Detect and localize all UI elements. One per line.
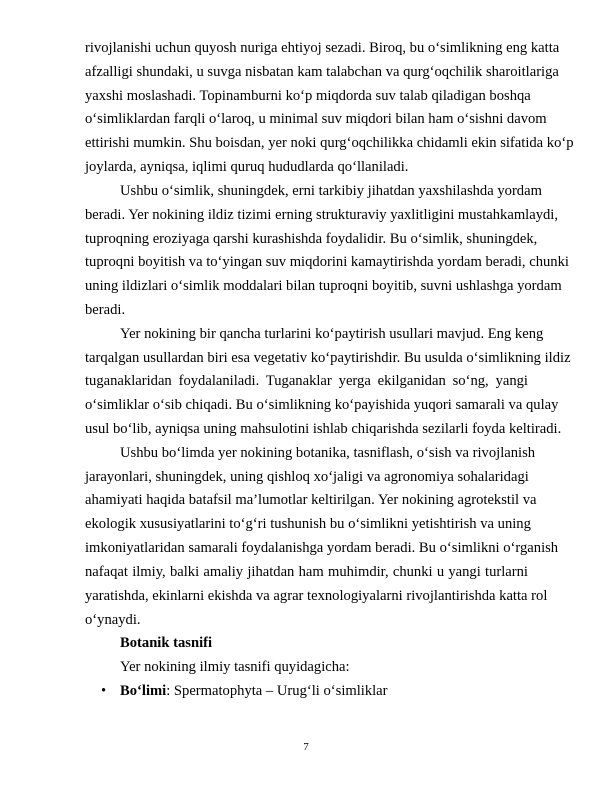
text-line: tarqalgan usullardan biri esa vegetativ ko‘paytirishdir. Bu usulda o‘simlikning ildiz bbox=[85, 349, 571, 366]
text-line: yaratishda, ekinlarni ekishda va agrar texnologiyalarni rivojlantirishda katta rol bbox=[85, 587, 548, 604]
paragraph bbox=[85, 323, 571, 442]
text-line: Ushbu bo‘limda yer nokining botanika, tasniflash, o‘sish va rivojlanish bbox=[120, 444, 536, 461]
text-line: o‘simliklar o‘sib chiqadi. Bu o‘simlikning ko‘payishida yuqori samarali va qulay bbox=[85, 397, 559, 414]
paragraph bbox=[85, 180, 569, 323]
bullet-icon: • bbox=[101, 682, 107, 699]
text-line: tuganaklaridan foydalaniladi. Tuganaklar yerga ekilganidan so‘ng, yangi bbox=[85, 373, 528, 390]
paragraph bbox=[85, 442, 559, 633]
body-text bbox=[85, 37, 574, 632]
paragraph bbox=[85, 37, 574, 180]
text-line: tuproqning eroziyaga qarshi kurashishda foydalidir. Bu o‘simlik, shuningdek, bbox=[85, 230, 538, 247]
text-line: beradi. bbox=[85, 301, 126, 318]
text-line: ettirishi mumkin. Shu boisdan, yer noki qurg‘oqchilikka chidamli ekin sifatida ko‘p bbox=[85, 135, 574, 152]
text-line: tuproqni boyitish va to‘yingan suv miqdorini kamaytirishda yordam beradi, chunki bbox=[85, 254, 569, 271]
text-line: usul bo‘lib, ayniqsa uning mahsulotini ishlab chiqarishda sezilarli foyda keltiradi. bbox=[85, 421, 562, 437]
text-line: joylarda, ayniqsa, iqlimi quruq hududlarda qo‘llaniladi. bbox=[85, 159, 409, 176]
text-line: uning ildizlari o‘simlik moddalari bilan tuproqni boyitib, suvni ushlashga yordam bbox=[85, 278, 562, 295]
text-line: ahamiyati haqida batafsil ma’lumotlar keltirilgan. Yer nokining agrotekstil va bbox=[85, 492, 537, 509]
text-line: imkoniyatlaridan samarali foydalanishga yordam beradi. Bu o‘simlikni o‘rganish bbox=[85, 540, 559, 557]
text-line: afzalligi shundaki, u suvga nisbatan kam talabchan va qurg‘oqchilik sharoitlariga bbox=[85, 63, 559, 80]
text-line: yaxshi moslashadi. Topinamburni ko‘p miqdorda suv talab qiladigan boshqa bbox=[85, 87, 531, 104]
list-item bbox=[85, 680, 528, 704]
text-line: Ushbu o‘simlik, shuningdek, erni tarkibiy jihatdan yaxshilashda yordam bbox=[120, 182, 542, 199]
page-number: 7 bbox=[303, 741, 309, 753]
text-line: Yer nokining bir qancha turlarini ko‘paytirish usullari mavjud. Eng keng bbox=[120, 325, 544, 342]
text-line: nafaqat ilmiy, balki amaliy jihatdan ham muhimdir, chunki u yangi turlarni bbox=[85, 563, 528, 580]
text-line: beradi. Yer nokining ildiz tizimi erning strukturaviy yaxlitligini mustahkamlaydi, bbox=[85, 206, 559, 223]
text-line: o‘simliklardan farqli o‘laroq, u minimal suv miqdori bilan ham o‘sishni davom bbox=[85, 111, 547, 128]
text-line: o‘ynaydi. bbox=[85, 611, 141, 628]
intro-text: Yer nokining ilmiy tasnifi quyidagicha: bbox=[120, 659, 350, 676]
list-item-text: : Spermatophyta – Urug‘li o‘simliklar bbox=[166, 682, 388, 699]
text-line: jarayonlari, shuningdek, uning qishloq xo‘jaligi va agronomiya sohalaridagi bbox=[85, 468, 529, 485]
document-page bbox=[85, 37, 574, 704]
text-line: ekologik xususiyatlarini to‘g‘ri tushunish bu o‘simlikni yetishtirish va uning bbox=[85, 516, 531, 533]
list-item-label: Bo‘limi bbox=[120, 682, 167, 699]
text-line: rivojlanishi uchun quyosh nuriga ehtiyoj sezadi. Biroq, bu o‘simlikning eng katta bbox=[85, 40, 560, 56]
section-heading: Botanik tasnifi bbox=[120, 635, 213, 652]
